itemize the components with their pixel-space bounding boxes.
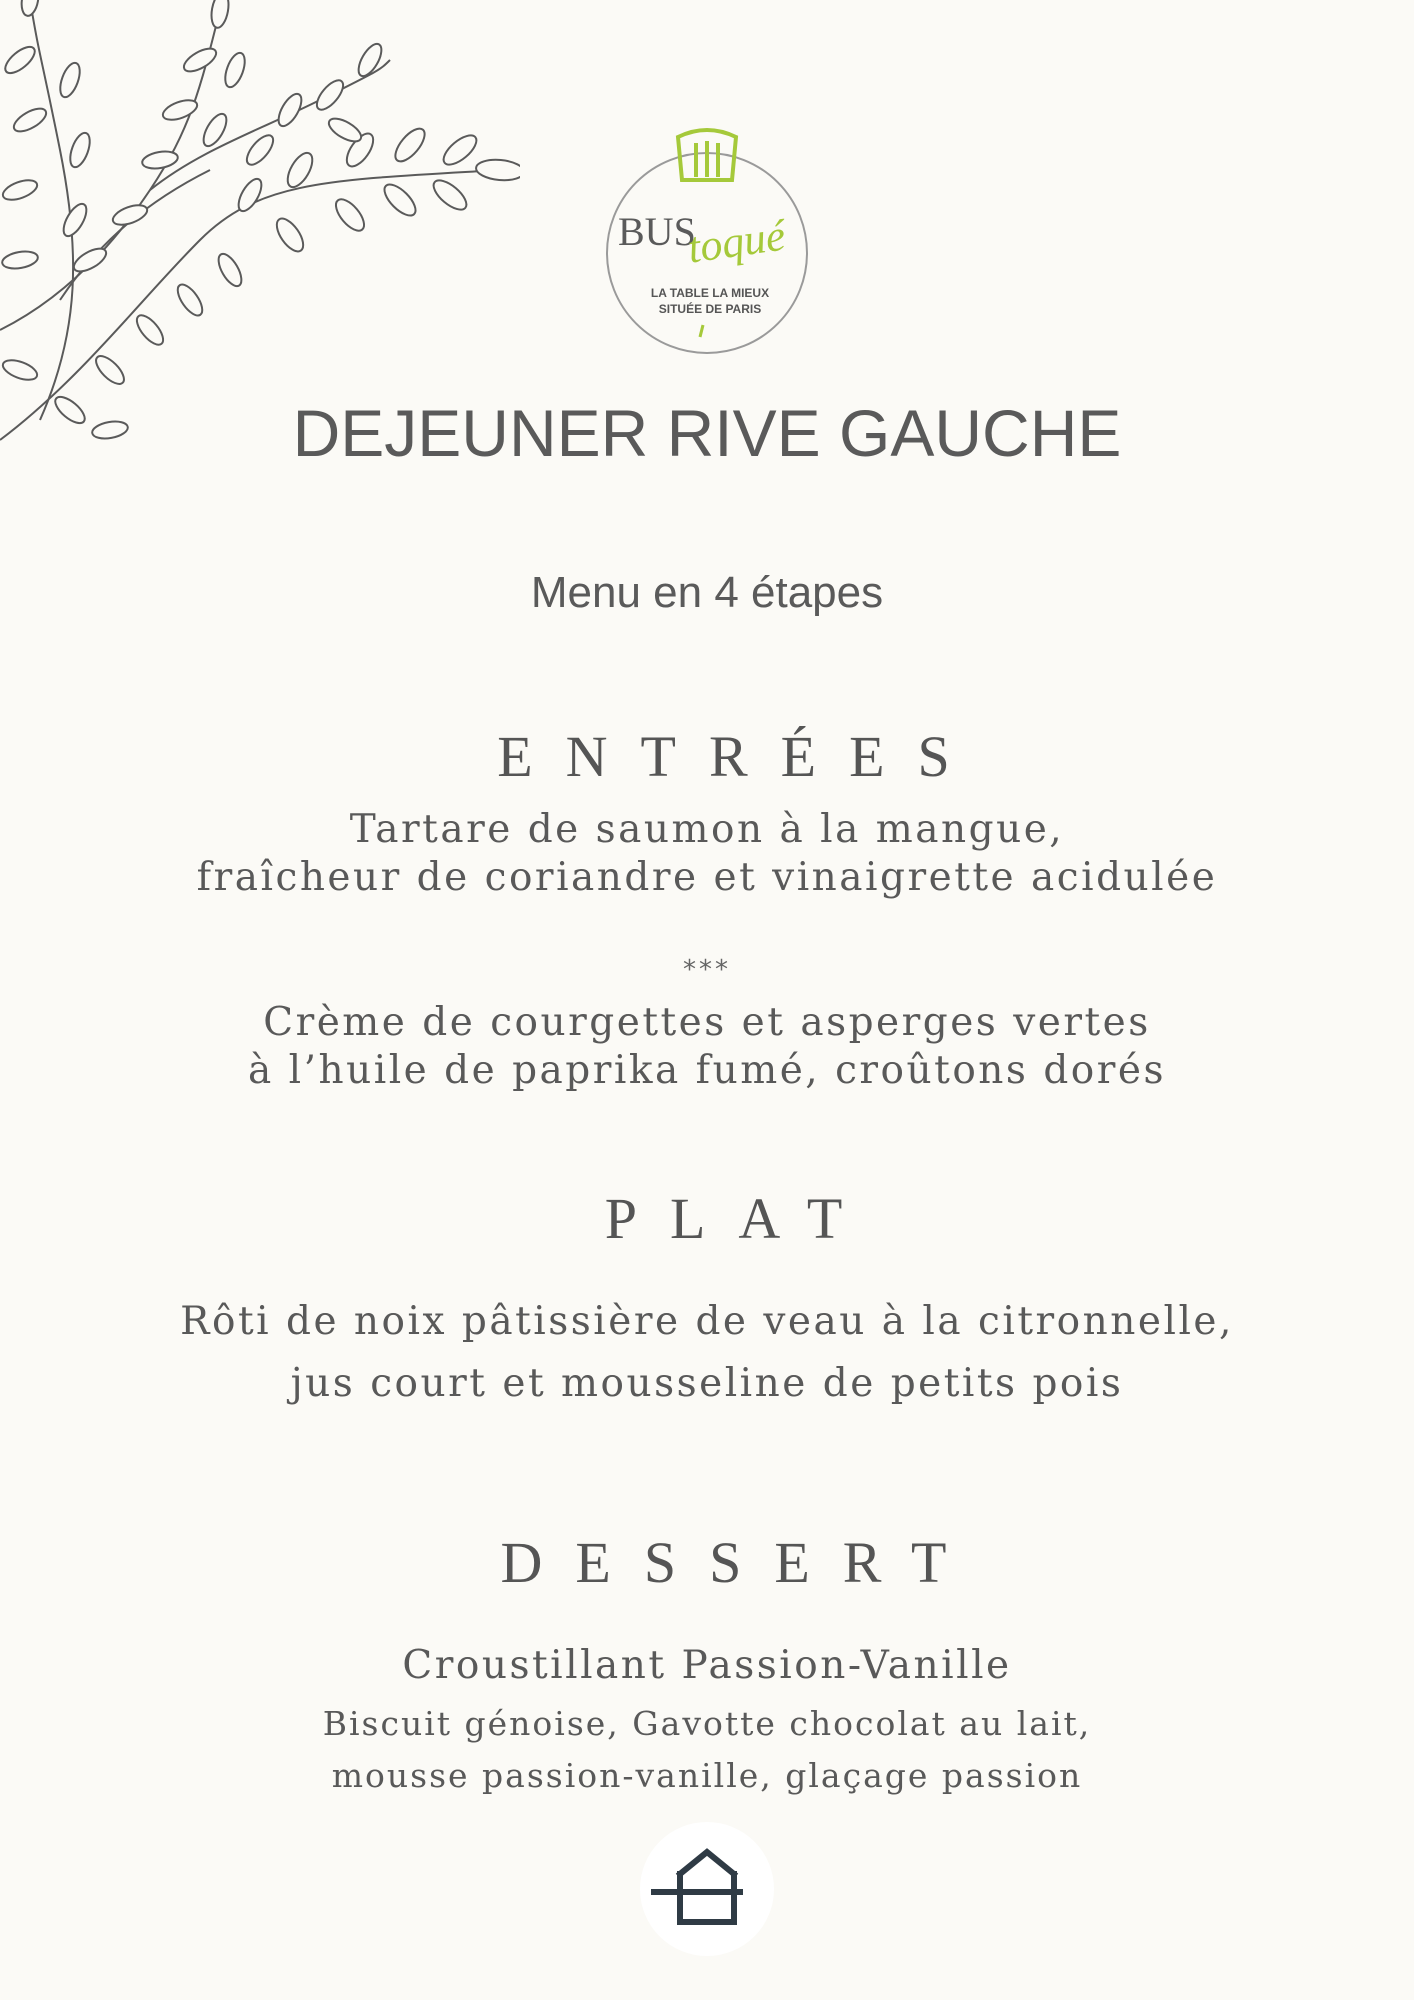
logo-brand-left: BUS — [618, 209, 696, 254]
entree-1-line2: fraîcheur de coriandre et vinaigrette acidulée — [196, 855, 1218, 900]
plat-line1: Rôti de noix pâtissière de veau à la citronnelle, — [180, 1299, 1234, 1344]
dessert-line1: Biscuit génoise, Gavotte chocolat au lait, — [322, 1704, 1092, 1743]
section-heading-entrees: ENTRÉES — [497, 724, 983, 789]
section-heading-plat: PLAT — [604, 1186, 876, 1251]
entree-separator: *** — [683, 955, 731, 985]
entree-2-line2: à l’huile de paprika fumé, croûtons dorés — [247, 1048, 1167, 1093]
logo-brand-right: toqué — [684, 210, 789, 273]
bustoque-logo — [600, 125, 815, 355]
logo-tagline-2: SITUÉE DE PARIS — [658, 302, 762, 316]
dessert-name: Croustillant Passion-Vanille — [402, 1643, 1012, 1688]
entree-2-line1: Crème de courgettes et asperges vertes — [263, 1000, 1151, 1045]
leafy-branch-illustration — [0, 0, 520, 460]
section-heading-dessert: DESSERT — [500, 1530, 980, 1595]
dessert-line2: mousse passion-vanille, glaçage passion — [331, 1756, 1083, 1795]
plat-line2: jus court et mousseline de petits pois — [290, 1361, 1124, 1406]
house-logo-icon — [640, 1822, 774, 1956]
logo-tagline-1: LA TABLE LA MIEUX — [650, 286, 770, 300]
menu-title: DEJEUNER RIVE GAUCHE — [292, 396, 1122, 470]
entree-1-line1: Tartare de saumon à la mangue, — [349, 807, 1065, 852]
menu-subtitle: Menu en 4 étapes — [530, 568, 884, 617]
